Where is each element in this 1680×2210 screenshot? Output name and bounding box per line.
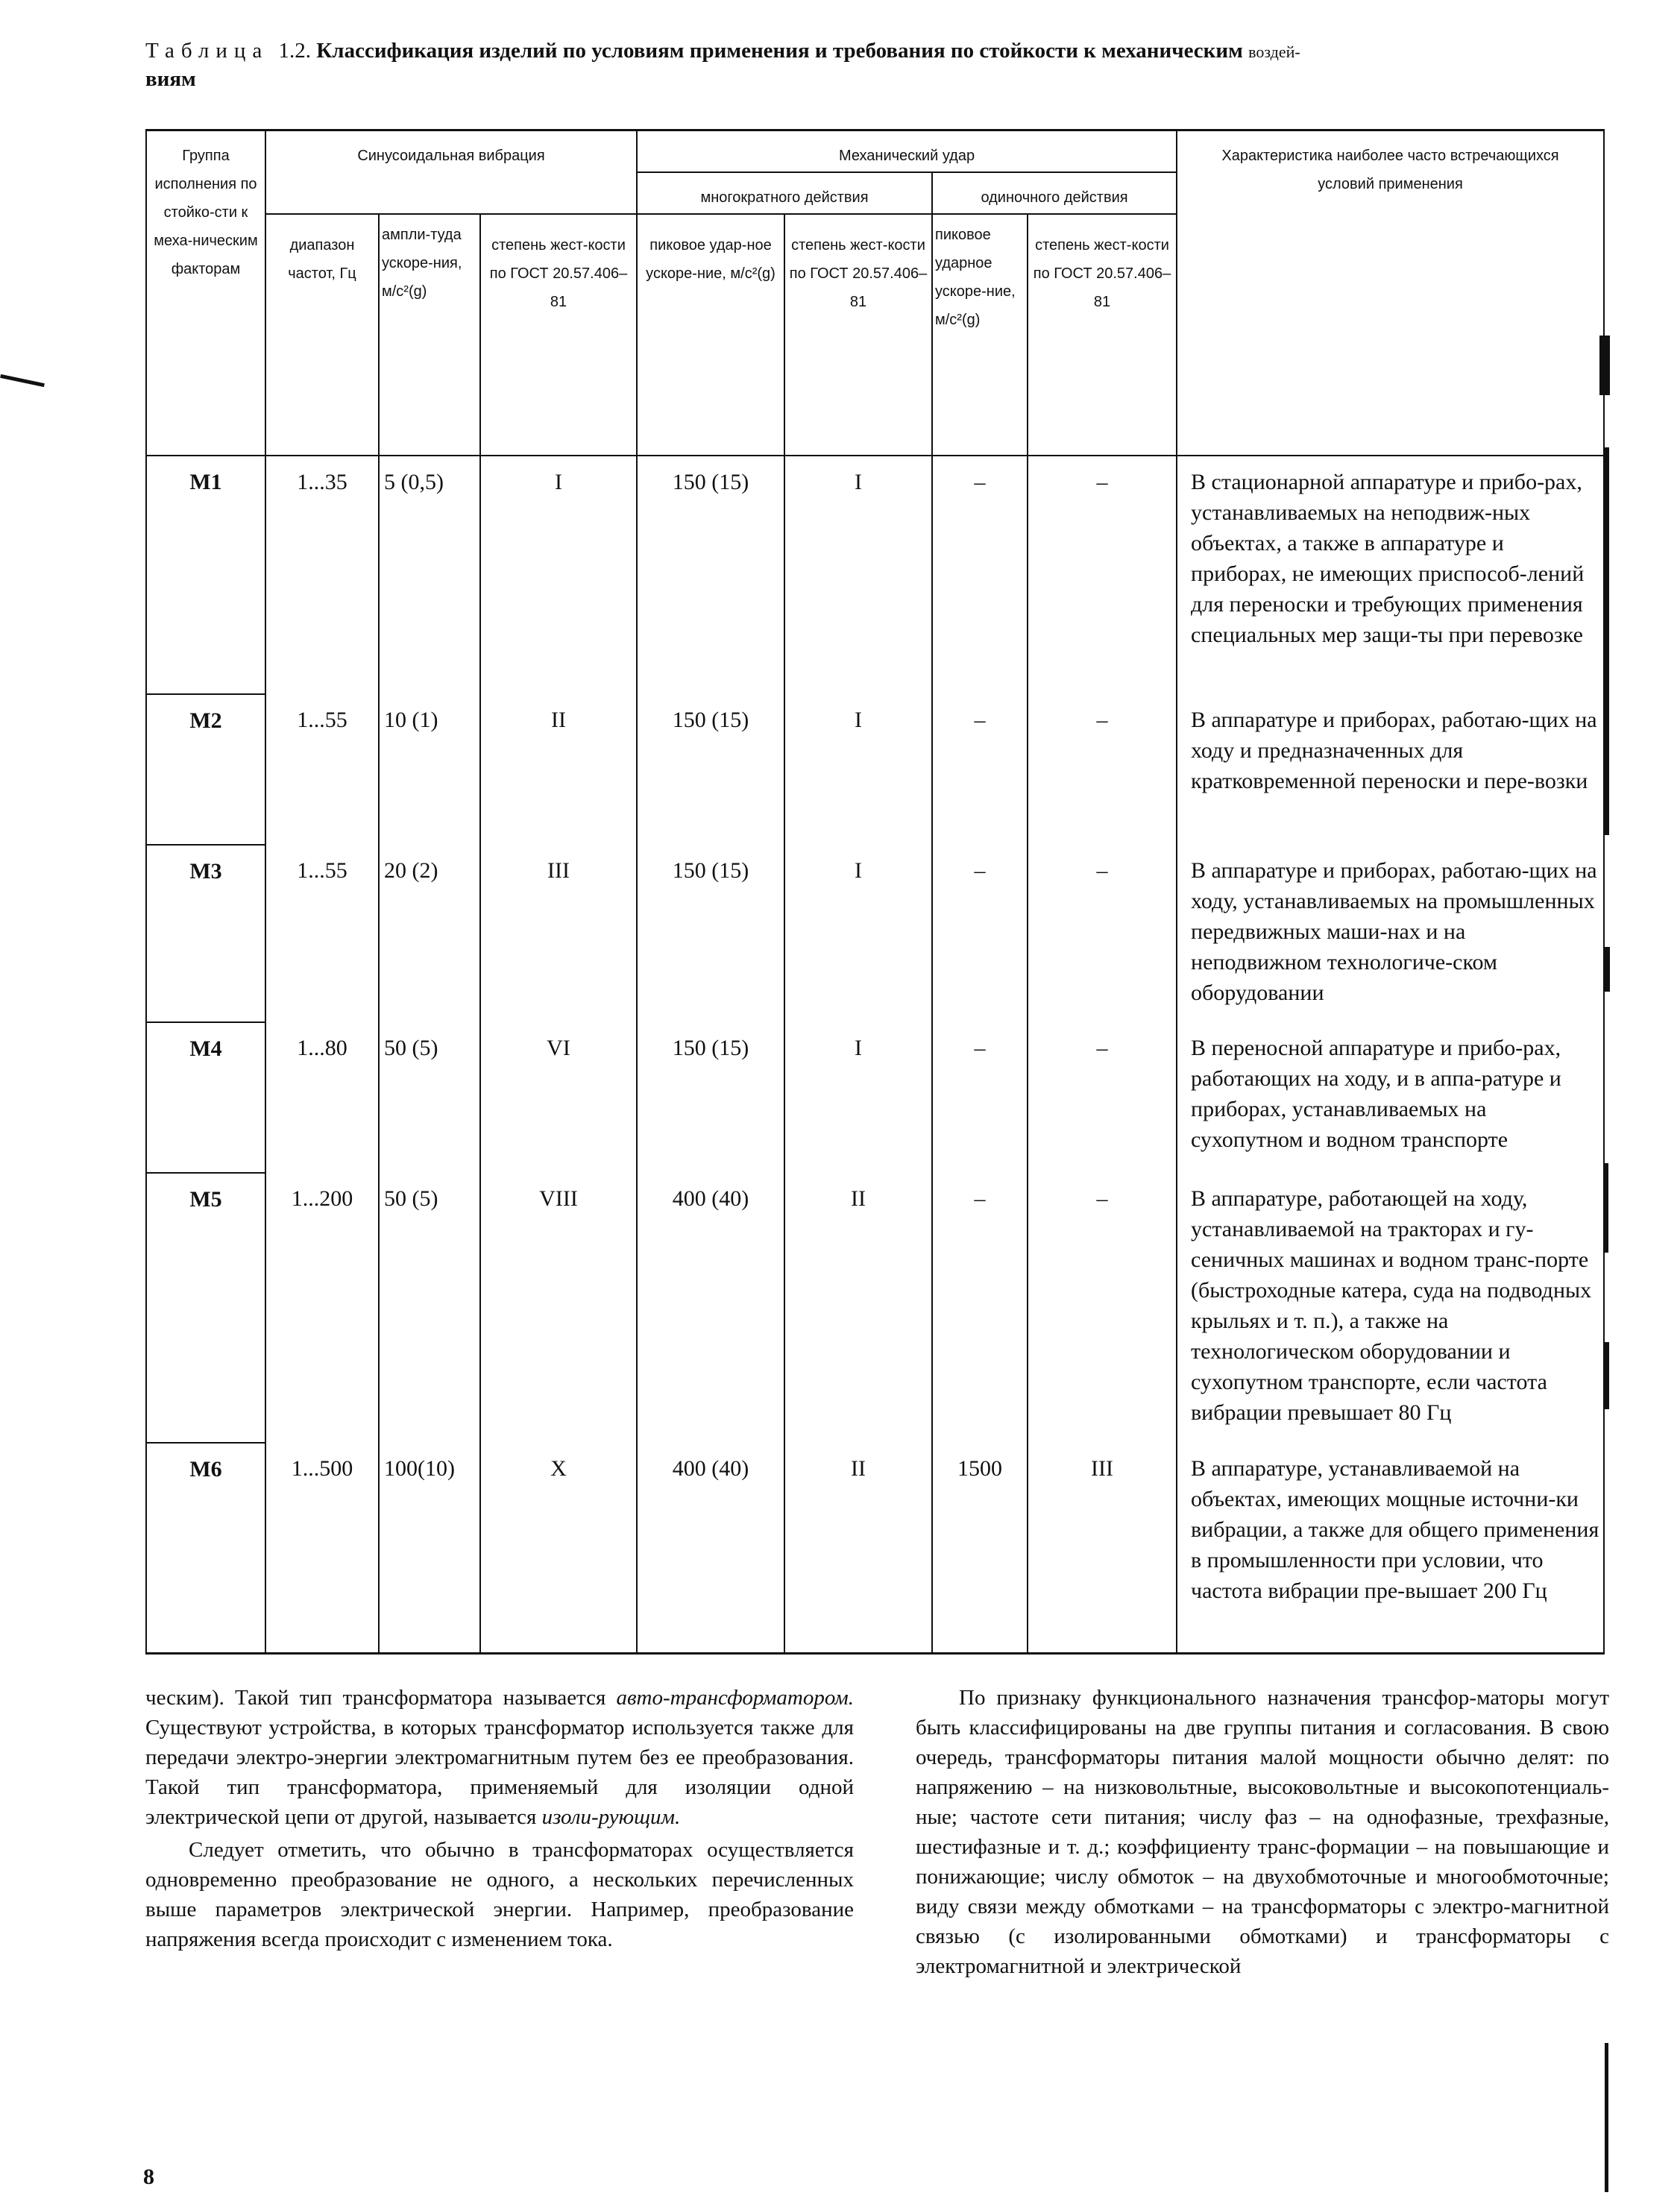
classification-table — [145, 129, 1605, 1655]
sine-severity-cell: II — [480, 694, 637, 845]
paragraph — [145, 1683, 854, 1832]
group-cell: M1 — [146, 456, 265, 694]
table-row — [146, 1173, 1604, 1443]
multi-peak-cell: 150 (15) — [637, 456, 784, 694]
freq-cell: 1...55 — [265, 694, 379, 845]
single-severity-cell: – — [1028, 456, 1177, 694]
single-severity-cell: – — [1028, 694, 1177, 845]
multi-severity-cell: II — [784, 1443, 932, 1653]
scan-mark — [0, 374, 45, 387]
single-peak-cell: 1500 — [932, 1443, 1028, 1653]
multi-severity-cell: I — [784, 845, 932, 1022]
single-severity-cell: – — [1028, 1022, 1177, 1173]
caption-number: 1.2. — [278, 39, 312, 63]
sine-severity-cell: X — [480, 1443, 637, 1653]
header-group: Группа исполнения по стойко-сти к меха-ническим факторам — [146, 130, 265, 456]
multi-severity-cell: II — [784, 1173, 932, 1443]
single-peak-cell: – — [932, 845, 1028, 1022]
table-row — [146, 1022, 1604, 1173]
sine-severity-cell: VI — [480, 1022, 637, 1173]
caption-continuation: виям — [145, 67, 196, 91]
freq-cell: 1...200 — [265, 1173, 379, 1443]
amplitude-cell: 50 (5) — [379, 1022, 480, 1173]
group-cell: M3 — [146, 845, 265, 1022]
header-multi-severity: степень жест-кости по ГОСТ 20.57.406–81 — [784, 214, 932, 456]
caption-tail: воздей- — [1248, 42, 1300, 61]
multi-peak-cell: 400 (40) — [637, 1173, 784, 1443]
header-single-severity: степень жест-кости по ГОСТ 20.57.406–81 — [1028, 214, 1177, 456]
group-cell: M5 — [146, 1173, 265, 1443]
characteristic-cell: В аппаратуре, устанавливаемой на объектах, имеющих мощные источни-ки вибрации, а также для общего применения в промышленности при условии, что частота вибрации пре-вышает 200 Гц — [1177, 1443, 1604, 1653]
header-mechanical-shock: Механический удар — [637, 130, 1177, 173]
freq-cell: 1...500 — [265, 1443, 379, 1653]
sine-severity-cell: I — [480, 456, 637, 694]
multi-peak-cell: 150 (15) — [637, 845, 784, 1022]
table-row — [146, 456, 1604, 694]
characteristic-cell: В переносной аппаратуре и прибо-рах, работающих на ходу, и в аппа-ратуре и приборах, устанавливаемых на сухопутном и водном транспорте — [1177, 1022, 1604, 1173]
characteristic-cell: В аппаратуре и приборах, работаю-щих на ходу, устанавливаемых на промышленных передвижных маши-нах и на неподвижном технологиче-ском оборудовании — [1177, 845, 1604, 1022]
header-sine-severity: степень жест-кости по ГОСТ 20.57.406–81 — [480, 214, 637, 456]
group-cell: M6 — [146, 1443, 265, 1653]
single-severity-cell: – — [1028, 845, 1177, 1022]
term-autotransformer: авто-трансформатором. — [616, 1686, 854, 1710]
table-row — [146, 1443, 1604, 1653]
multi-severity-cell: I — [784, 694, 932, 845]
amplitude-cell: 20 (2) — [379, 845, 480, 1022]
single-peak-cell: – — [932, 456, 1028, 694]
multi-peak-cell: 150 (15) — [637, 1022, 784, 1173]
header-freq-range: диапазон частот, Гц — [265, 214, 379, 456]
body-column-right — [916, 1683, 1609, 1984]
text-run: Существуют устройства, в которых трансформатор используется также для передачи электро-энергии электромагнитным путем без ее преобразования. Такой тип трансформатора, применяемый для изоляции одной электрической цепи от другой, называется — [145, 1716, 854, 1829]
amplitude-cell: 10 (1) — [379, 694, 480, 845]
header-sine-vibration: Синусоидальная вибрация — [265, 130, 637, 215]
scan-mark — [1605, 1342, 1609, 1409]
characteristic-cell: В аппаратуре и приборах, работаю-щих на ходу и предназначенных для кратковременной переноски и пере-возки — [1177, 694, 1604, 845]
scan-mark — [1605, 1163, 1608, 1253]
table-caption — [145, 37, 1607, 92]
body-column-left — [145, 1683, 854, 1957]
multi-severity-cell: I — [784, 1022, 932, 1173]
freq-cell: 1...55 — [265, 845, 379, 1022]
header-amplitude: ампли-туда ускоре-ния, м/с²(g) — [379, 214, 480, 456]
sine-severity-cell: III — [480, 845, 637, 1022]
characteristic-cell: В стационарной аппаратуре и прибо-рах, устанавливаемых на неподвиж-ных объектах, а также в аппаратуре и приборах, не имеющих приспособ-лений для переноски и требующих применения специальных мер защи-ты при перевозке — [1177, 456, 1604, 694]
header-multi-peak: пиковое удар-ное ускоре-ние, м/с²(g) — [637, 214, 784, 456]
header-characteristic: Характеристика наиболее часто встречающихся условий применения — [1177, 130, 1604, 456]
amplitude-cell: 100(10) — [379, 1443, 480, 1653]
single-peak-cell: – — [932, 1022, 1028, 1173]
page-number: 8 — [143, 2165, 154, 2189]
table-row — [146, 694, 1604, 845]
freq-cell: 1...80 — [265, 1022, 379, 1173]
amplitude-cell: 50 (5) — [379, 1173, 480, 1443]
caption-label: Таблица — [145, 39, 269, 63]
group-cell: M4 — [146, 1022, 265, 1173]
single-severity-cell: – — [1028, 1173, 1177, 1443]
header-single-shock: одиночного действия — [932, 172, 1177, 214]
single-peak-cell: – — [932, 1173, 1028, 1443]
sine-severity-cell: VIII — [480, 1173, 637, 1443]
single-peak-cell: – — [932, 694, 1028, 845]
amplitude-cell: 5 (0,5) — [379, 456, 480, 694]
scan-mark — [1603, 447, 1609, 835]
group-cell: M2 — [146, 694, 265, 845]
caption-title: Классификация изделий по условиям применения и требования по стойкости к механическим — [316, 39, 1243, 63]
scan-mark — [1599, 336, 1610, 395]
scan-mark — [1605, 947, 1610, 992]
paragraph: Следует отметить, что обычно в трансформаторах осуществляется одновременно преобразование не одного, а нескольких перечисленных выше параметров электрической энергии. Например, преобразование напряжения всегда происходит с изменением тока. — [145, 1838, 854, 1951]
term-isolating: изоли-рующим. — [541, 1805, 681, 1829]
characteristic-cell: В аппаратуре, работающей на ходу, устанавливаемой на тракторах и гу-сеничных машинах и водном транс-порте (быстроходные катера, суда на подводных крыльях и т. п.), а также на технологическом оборудовании и сухопутном транспорте, если частота вибрации превышает 80 Гц — [1177, 1173, 1604, 1443]
header-single-peak: пиковое ударное ускоре-ние, м/с²(g) — [932, 214, 1028, 456]
single-severity-cell: III — [1028, 1443, 1177, 1653]
multi-severity-cell: I — [784, 456, 932, 694]
header-multi-shock: многократного действия — [637, 172, 932, 214]
freq-cell: 1...35 — [265, 456, 379, 694]
table-row — [146, 845, 1604, 1022]
text-run: ческим). Такой тип трансформатора называется — [145, 1686, 617, 1710]
multi-peak-cell: 400 (40) — [637, 1443, 784, 1653]
paragraph: По признаку функционального назначения трансфор-маторы могут быть классифицированы на две группы питания и согласования. В свою очередь, трансформаторы питания малой мощности обычно делят: по напряжению – на низковольтные, высоковольтные и высокопотенциаль-ные; частоте сети питания; числу фаз – на однофазные, трехфазные, шестифазные и т. д.; коэффициенту транс-формации – на повышающие и понижающие; числу обмоток – на двухобмоточные и многообмоточные; виду связи между обмотками – на трансформаторы с электро-магнитной связью (с изолированными обмотками) и трансформаторы с электромагнитной и электрической — [916, 1686, 1609, 1978]
scan-mark — [1605, 2043, 1608, 2192]
multi-peak-cell: 150 (15) — [637, 694, 784, 845]
